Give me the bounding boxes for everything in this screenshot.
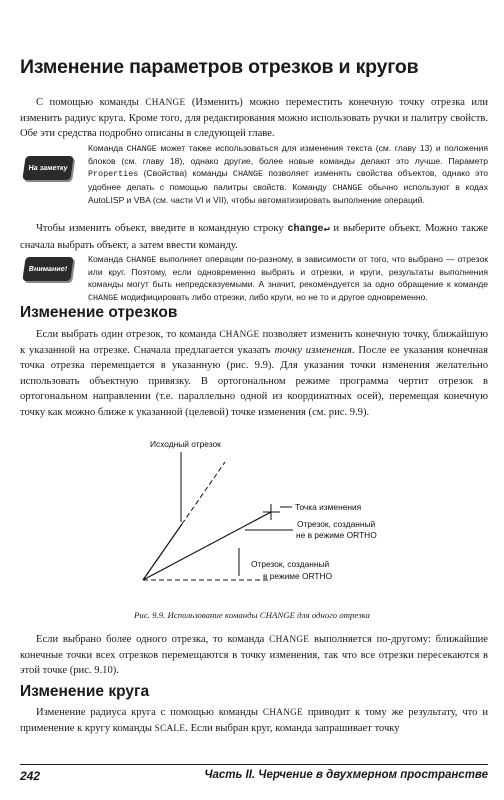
command-text-1: Чтобы изменить объект, введите в командную строку xyxy=(36,223,288,234)
caption-text-2: для одного отрезка xyxy=(294,610,370,620)
multi-lines-text-1: Если выбрано более одного отрезка, то команда xyxy=(36,634,270,645)
note-command-3: CHANGE xyxy=(232,169,264,180)
label-non-ortho-1: Отрезок, созданный xyxy=(297,519,376,529)
circle-text-3: . Если выбран круг, команда запрашивает точку xyxy=(185,722,400,734)
caption-command: CHANGE xyxy=(259,610,295,620)
circle-paragraph xyxy=(20,705,488,736)
lines-text-3: . После ее указания конечная точка отрезка перемещается в указанную (рис. 9.9). Для указания точки изменения желательно использовать объектную привязку. В ортогональном режиме программа чертит отрезок в ортогональном направлении (т.е. параллельно одной из координатных осей), перемещая конечную точку как можно ближе к указанной (целевой) точке изменения (см. рис. 9.9). xyxy=(20,344,489,418)
section-heading-circle: Изменение круга xyxy=(20,683,150,700)
command-text-2: и выберите объект. Можно также сначала выбрать объект, а затем ввести команду. xyxy=(20,223,488,251)
circle-text-1: Изменение радиуса круга с помощью команды xyxy=(36,707,263,718)
intro-text-2: (Изменить) можно переместить конечную точку отрезка или изменить радиус круга. Кроме того, для редактирования можно использовать ручки и палитру свойств. Обе эти средства подробно описаны в следующей главе. xyxy=(20,97,488,139)
warning-command-1: CHANGE xyxy=(126,255,157,265)
section-heading-lines: Изменение отрезков xyxy=(20,304,178,321)
command-input: change↵ xyxy=(287,224,330,235)
intro-command: CHANGE xyxy=(145,97,186,107)
note-command-1: CHANGE xyxy=(126,144,157,154)
non-ortho-segment xyxy=(143,512,271,580)
label-non-ortho-2: не в режиме ORTHO xyxy=(296,530,377,540)
label-ortho-2: в режиме ORTHO xyxy=(263,571,333,581)
warning-badge: Внимание! xyxy=(22,257,73,281)
footer-divider xyxy=(20,764,488,765)
note-command-4: CHANGE xyxy=(332,182,363,193)
circle-command-2: SCALE xyxy=(154,722,186,733)
label-original-segment: Исходный отрезок xyxy=(150,439,221,449)
warning-text-2: выполняет операции по-разному, в зависимости от того, что выбрано — отрезок или круг. Поэтому, если одновременно выбрать и отрезки, и круги, результаты выполнения команды могут быть непредсказуемыми. А значит, рекомендуется за одно обращение к команде xyxy=(88,254,488,290)
multi-lines-text-2: выполняется по-другому: ближайшие конечные точки всех отрезков перемещаются в точку изменения, так что все отрезки пересекаются в этой точке (рис. 9.10). xyxy=(20,634,488,676)
label-ortho-1: Отрезок, созданный xyxy=(251,559,330,569)
circle-text-2: приводит к тому же результату, что и применение к кругу команды xyxy=(20,707,488,734)
note-text-3: (Свойства) команды xyxy=(138,168,233,179)
note-badge: На заметку xyxy=(22,156,73,180)
lines-emphasis: точку изменения xyxy=(274,344,352,356)
warning-command-2: CHANGE xyxy=(88,292,119,303)
warning-text-1: Команда xyxy=(88,254,127,264)
lines-command: CHANGE xyxy=(219,329,260,339)
note-command-2: Properties xyxy=(88,169,139,180)
note-text-5: обычно используют в кодах AutoLISP и VBA (см. части VI и VII), чтобы автоматизировать выполнение операций. xyxy=(88,181,489,205)
running-footer: Часть II. Черчение в двухмерном пространстве xyxy=(204,769,488,781)
note-text-2: может также использоваться для изменения текста (см. главу 13) и положения блоков (см. главу 18), однако другие, более новые команды делают это лучше. Параметр xyxy=(88,143,489,167)
note-text-1: Команда xyxy=(88,143,127,153)
original-segment-solid xyxy=(143,524,182,580)
lines-text-2: позволяет изменить конечную точку, ближайшую к указанной на отрезке. Сначала предлагается указать xyxy=(20,329,489,356)
lines-text-1: Если выбрать один отрезок, то команда xyxy=(36,329,220,340)
circle-command-1: CHANGE xyxy=(262,707,303,717)
label-change-point: Точка изменения xyxy=(295,502,362,512)
page-number: 242 xyxy=(20,769,41,783)
intro-text-1: С помощью команды xyxy=(36,97,146,108)
figure-caption xyxy=(0,610,504,620)
multi-lines-command: CHANGE xyxy=(269,634,310,644)
page-title: Изменение параметров отрезков и кругов xyxy=(20,56,419,78)
original-segment-dashed xyxy=(182,462,225,524)
warning-text-3: модифицировать либо отрезки, либо круги, но не то и другое одновременно. xyxy=(118,291,428,302)
note-text-4: позволяет изменять свойства объектов, однако это удобнее делать с помощью палитры свойств. Команду xyxy=(88,168,489,192)
multi-lines-paragraph xyxy=(20,632,488,679)
caption-text-1: Рис. 9.9. Использование команды xyxy=(134,610,260,620)
